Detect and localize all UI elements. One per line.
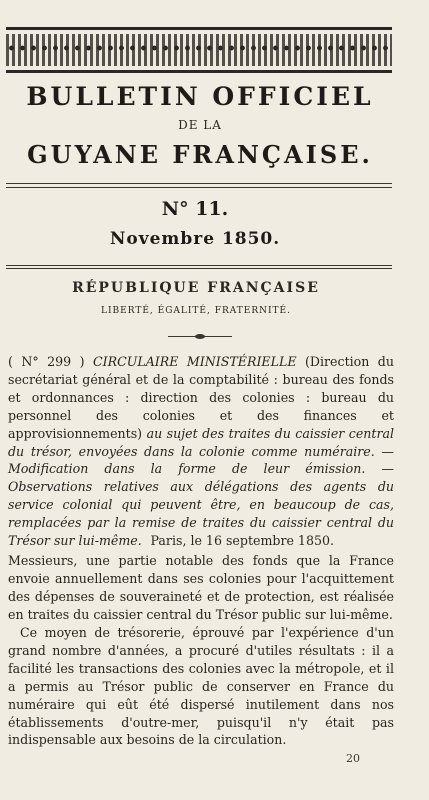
bulletin-title-connector: DE LA [178, 118, 222, 132]
republic-heading: RÉPUBLIQUE FRANÇAISE [72, 280, 320, 296]
circular-origin: (Direction du secrétariat général et de la comptabilité : bureau des fonds et ordonnances : direction des colonies : bureau du personnel des colonies et des finances et approvisionnements) [8, 354, 394, 441]
issue-date: Novembre 1850. [109, 229, 281, 249]
circular-date: Paris, le 16 septembre 1850. [150, 533, 334, 548]
bulletin-title: BULLETIN OFFICIEL [26, 82, 374, 111]
body-paragraph: Messieurs, une partie notable des fonds que la France envoie annuellement dans ses colonies pour l'acquittement des dépenses de souveraineté et de protection, est réalisée en traites du caissier central du Trésor public sur lui-même. [8, 553, 394, 622]
issue-rule [6, 265, 392, 266]
issue-rule [6, 268, 392, 269]
circular-title: CIRCULAIRE MINISTÉRIELLE [92, 354, 297, 369]
circular-number: ( N° 299 ) [8, 354, 85, 369]
header-rule [6, 183, 392, 184]
header-rule [6, 187, 392, 188]
circular-heading [8, 353, 394, 550]
circular-subject: au sujet des traites du caissier central du trésor, envoyées dans la colonie comme numéraire. — Modification dans la forme de leur émission. — Observations relatives aux délégations des agents du service colonial qui peuvent être, en beaucoup de cas, remplacées par la remise de traites du caissier central du Trésor sur lui-même. [8, 425, 394, 549]
ornamental-border [6, 27, 392, 73]
issue-number: N° 11. [161, 198, 229, 220]
ornament-divider [168, 334, 232, 340]
body-paragraph: Ce moyen de trésorerie, éprouvé par l'expérience d'un grand nombre d'années, a procuré d'utiles résultats : il a facilité les transactions des colonies avec la métropole, et il a permis au Trésor public de conserver en France du numéraire qui eût été dispersé inutilement dans nos établissements d'outre-mer, puisqu'il n'y était pas indispensable aux besoins de la circulation. [8, 625, 394, 748]
republic-motto: LIBERTÉ, ÉGALITÉ, FRATERNITÉ. [101, 306, 291, 316]
page-number: 20 [346, 752, 360, 765]
bulletin-title-territory: GUYANE FRANÇAISE. [27, 140, 373, 169]
